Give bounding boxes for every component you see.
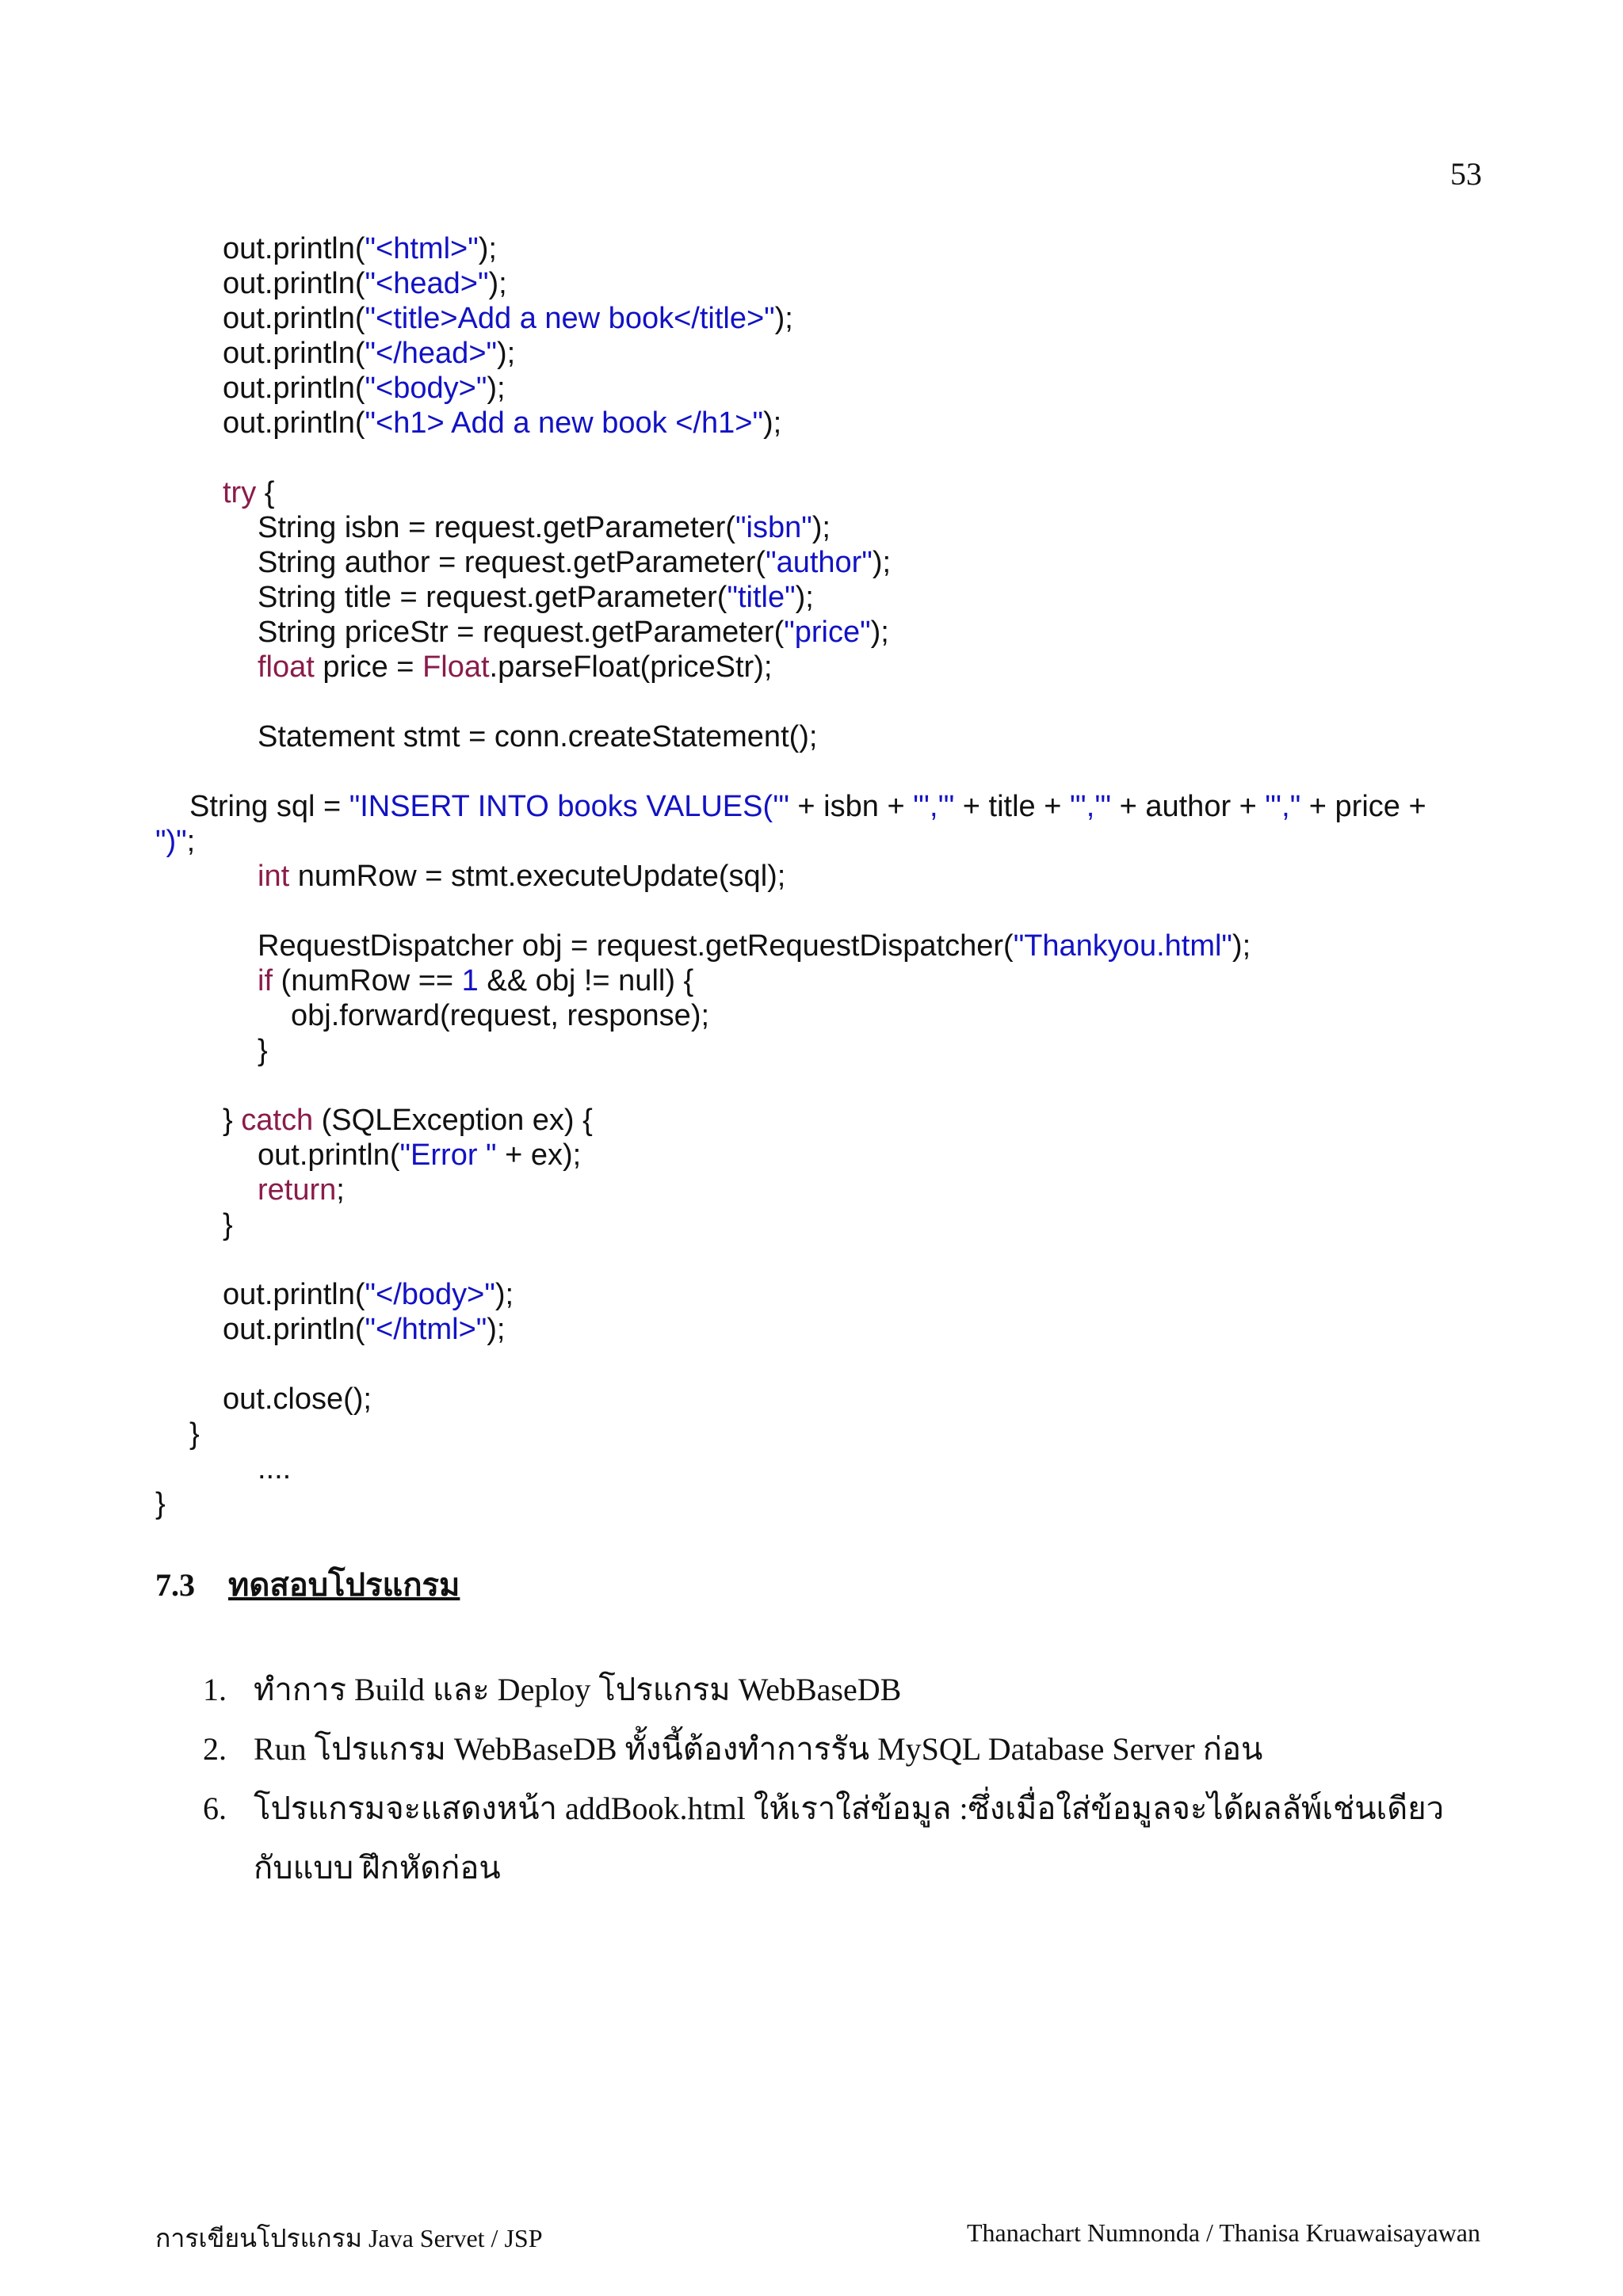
code-text: String author = request.getParameter( [258, 546, 766, 579]
code-string: "<html>" [365, 232, 479, 265]
code-line [223, 301, 793, 336]
code-keyword: return [258, 1173, 337, 1207]
code-text: ); [495, 1278, 514, 1311]
code-line [258, 719, 818, 754]
code-keyword: float [258, 650, 315, 684]
footer-authors: Thanachart Numnonda / Thanisa Kruawaisayawan [966, 2218, 1480, 2247]
code-text: + price + [1300, 790, 1426, 823]
code-line [258, 1138, 581, 1173]
code-text: price = [314, 650, 423, 684]
code-text: + title + [954, 790, 1070, 823]
code-line [258, 510, 831, 545]
code-text: { [256, 476, 275, 509]
code-line [223, 1103, 593, 1138]
code-line [258, 615, 889, 650]
code-line [223, 475, 274, 510]
code-string: "<h1> Add a new book </h1>" [365, 406, 763, 440]
code-string: 1 [461, 964, 479, 997]
code-string: "</html>" [365, 1313, 487, 1346]
code-text: ); [497, 337, 516, 370]
code-text: out.println( [223, 267, 365, 300]
code-text: RequestDispatcher obj = request.getRequestDispatcher( [258, 929, 1014, 963]
code-line [291, 998, 709, 1033]
code-text: ; [336, 1173, 345, 1207]
step-text: ทำการ Build และ Deploy โปรแกรม WebBaseDB [254, 1672, 902, 1707]
code-line [223, 266, 507, 301]
code-text: + author + [1111, 790, 1266, 823]
code-string: "','" [913, 790, 955, 823]
code-line [258, 545, 891, 580]
section-title: ทดสอบโปรแกรม [228, 1567, 460, 1603]
code-text: Statement stmt = conn.createStatement(); [258, 720, 818, 753]
code-text: out.println( [223, 1278, 365, 1311]
code-string: "Error " [399, 1138, 497, 1172]
step-number: 2. [203, 1731, 227, 1767]
code-text: ); [488, 267, 507, 300]
step-item [203, 1779, 1487, 1897]
code-text: String title = request.getParameter( [258, 581, 727, 614]
code-text: ); [487, 1313, 506, 1346]
code-string: "'," [1265, 790, 1301, 823]
code-keyword: int [258, 860, 290, 893]
code-text: + isbn + [789, 790, 914, 823]
code-line [258, 929, 1251, 963]
section-number: 7.3 [155, 1567, 195, 1603]
code-line [155, 824, 195, 859]
code-string: "','" [1070, 790, 1112, 823]
section-heading [155, 1559, 460, 1610]
code-text: String sql = [189, 790, 349, 823]
code-keyword: Float [422, 650, 490, 684]
code-text: ); [870, 616, 889, 649]
code-string: "Thankyou.html" [1013, 929, 1232, 963]
code-text: ); [812, 511, 831, 544]
code-line [223, 371, 506, 406]
code-text: out.println( [223, 372, 365, 405]
code-text: ); [774, 302, 793, 335]
code-text: ); [1232, 929, 1251, 963]
code-keyword: if [258, 964, 273, 997]
code-line [223, 1207, 233, 1242]
code-line [258, 1173, 345, 1207]
footer-course-title: การเขียนโปรแกรม Java Servet / JSP [155, 2224, 543, 2252]
code-line [223, 231, 497, 266]
code-string: ")" [155, 825, 187, 858]
code-text: out.println( [223, 302, 365, 335]
code-text: ); [478, 232, 497, 265]
code-string: "<head>" [365, 267, 489, 300]
code-line [258, 650, 772, 685]
code-line [258, 580, 814, 615]
code-text: } [155, 1487, 166, 1520]
code-line [223, 1382, 372, 1417]
code-string: "price" [784, 616, 871, 649]
step-item [203, 1719, 1487, 1779]
code-text: } [223, 1208, 233, 1241]
code-line [258, 859, 785, 894]
code-text: && obj != null) { [478, 964, 694, 997]
code-string: "isbn" [735, 511, 812, 544]
step-number: 1. [203, 1672, 227, 1707]
code-string: "<body>" [365, 372, 487, 405]
step-item [203, 1660, 1487, 1719]
code-line [155, 1486, 166, 1521]
code-text: (numRow == [273, 964, 462, 997]
step-text: Run โปรแกรม WebBaseDB ทั้งนี้ต้องทำการรัน MySQL Database Server ก่อน [254, 1731, 1263, 1767]
code-text: + ex); [496, 1138, 582, 1172]
step-number: 6. [203, 1791, 227, 1826]
code-text: String priceStr = request.getParameter( [258, 616, 785, 649]
code-text: .parseFloat(priceStr); [489, 650, 773, 684]
code-text: ); [795, 581, 814, 614]
code-line [223, 406, 781, 441]
code-line [258, 1451, 291, 1486]
code-text: numRow = stmt.executeUpdate(sql); [289, 860, 786, 893]
code-text: } [258, 1034, 268, 1067]
code-text: out.println( [258, 1138, 400, 1172]
code-string: "author" [766, 546, 873, 579]
code-text: String isbn = request.getParameter( [258, 511, 736, 544]
code-text: .... [258, 1452, 292, 1486]
code-text: out.close(); [223, 1383, 372, 1416]
code-string: "</head>" [365, 337, 498, 370]
code-string: "<title>Add a new book</title>" [365, 302, 775, 335]
code-line [258, 963, 693, 998]
code-line [258, 1033, 268, 1068]
code-text: out.println( [223, 1313, 365, 1346]
code-text: out.println( [223, 337, 365, 370]
code-string: "title" [727, 581, 796, 614]
code-line [223, 1277, 514, 1312]
step-text: โปรแกรมจะแสดงหน้า addBook.html ให้เราใส่ข้อมูล :ซึ่งเมื่อใส่ข้อมูลจะได้ผลลัพ์เช่นเดียวกับแบบ ฝึกหัดก่อน [254, 1791, 1445, 1886]
code-text: ); [762, 406, 782, 440]
code-keyword: try [223, 476, 257, 509]
code-line [189, 1417, 200, 1451]
code-string: "</body>" [365, 1278, 495, 1311]
code-line [223, 336, 515, 371]
code-text: out.println( [223, 406, 365, 440]
code-text: ; [186, 825, 196, 858]
code-text: } [223, 1104, 242, 1137]
code-text: ); [487, 372, 506, 405]
code-text: (SQLException ex) { [313, 1104, 593, 1137]
code-keyword: catch [241, 1104, 314, 1137]
code-line [189, 789, 1426, 824]
code-string: "INSERT INTO books VALUES('" [349, 790, 789, 823]
code-line [223, 1312, 505, 1347]
code-text: obj.forward(request, response); [291, 999, 710, 1032]
page-number: 53 [1450, 156, 1482, 192]
code-text: } [189, 1417, 200, 1451]
code-text: ); [872, 546, 892, 579]
code-text: out.println( [223, 232, 365, 265]
